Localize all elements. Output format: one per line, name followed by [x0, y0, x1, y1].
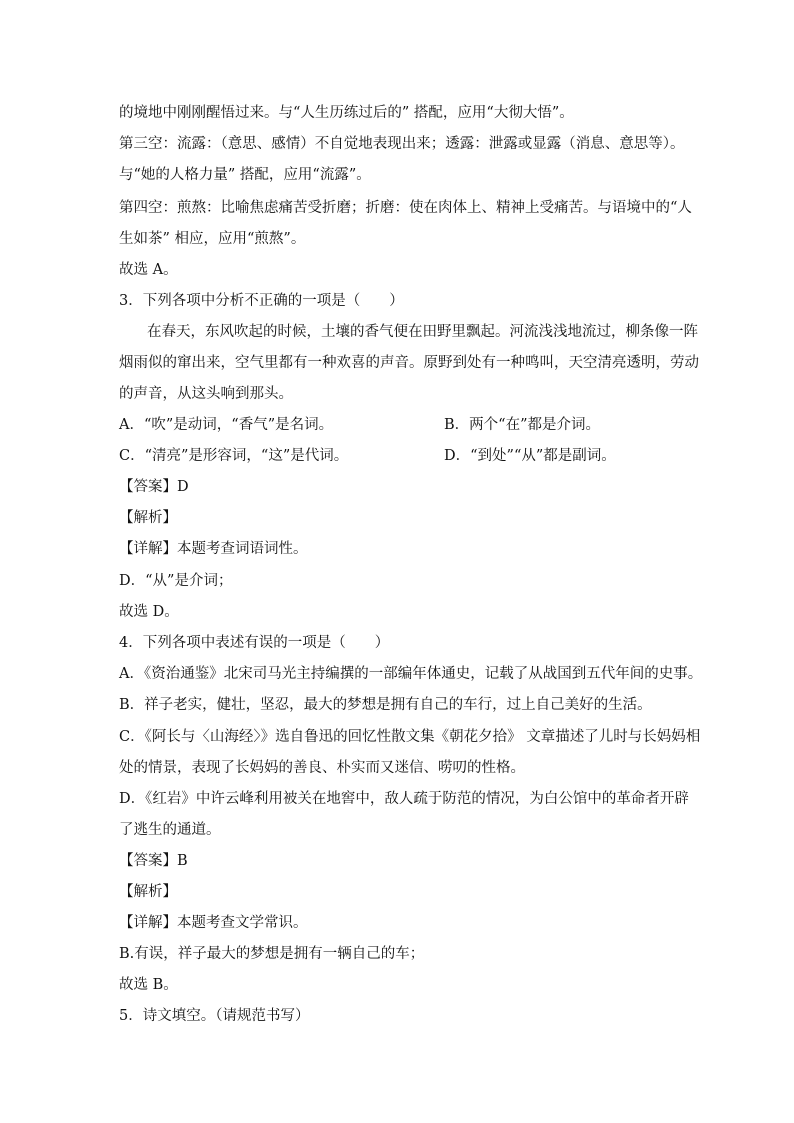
analysis-label: 【解析】 — [119, 884, 177, 900]
detail-line: 【详解】本题考查文学常识。 — [119, 915, 308, 931]
text-line: 第三空：流露：（意思、感情）不自觉地表现出来；透露：泄露或显露（消息、意思等）。 — [119, 136, 685, 152]
option-d: D．《红岩》中许云峰利用被关在地窖中，敌人疏于防范的情况，为白公馆中的革命者开辟 — [119, 791, 689, 807]
text-line: 的境地中刚刚醒悟过来。与“人生历练过后的” 搭配，应用“大彻大悟”。 — [119, 105, 574, 121]
conclusion-line: 故选 D。 — [119, 604, 179, 620]
option-a: A．“吹”是动词，“香气”是名词。 — [119, 417, 334, 433]
note-line: B.有误，祥子最大的梦想是拥有一辆自己的车； — [119, 946, 425, 962]
option-d: D．“到处”“从”都是副词。 — [444, 448, 616, 464]
text-line: 故选 A。 — [119, 262, 178, 278]
analysis-label: 【解析】 — [119, 510, 177, 526]
option-c: C．“清亮”是形容词，“这”是代词。 — [119, 448, 349, 464]
conclusion-line: 故选 B。 — [119, 977, 178, 993]
text-line: 生如茶” 相应，应用“煎熬”。 — [119, 231, 306, 247]
passage-line: 的声音，从这头响到那头。 — [119, 386, 293, 402]
passage-line: 在春天，东风吹起的时候，土壤的香气便在田野里飘起。河流浅浅地流过，柳条像一阵 — [147, 324, 698, 340]
option-d-continued: 了逃生的通道。 — [119, 822, 221, 838]
detail-line: 【详解】本题考查词语词性。 — [119, 541, 308, 557]
option-c: C．《阿长与〈山海经〉》选自鲁迅的回忆性散文集《朝花夕拾》 文章描述了儿时与长妈妈相 — [119, 729, 701, 745]
question-5-title: 5．诗文填空。（请规范书写） — [119, 1008, 310, 1024]
option-c-continued: 处的情景，表现了长妈妈的善良、朴实而又迷信、唠叨的性格。 — [119, 760, 525, 776]
text-line: 与“她的人格力量” 搭配，应用“流露”。 — [119, 167, 371, 183]
text-line: 第四空：煎熬：比喻焦虑痛苦受折磨；折磨：使在肉体上、精神上受痛苦。与语境中的“人 — [119, 200, 692, 216]
option-b: B．两个“在”都是介词。 — [444, 417, 600, 433]
answer-label: 【答案】B — [119, 853, 188, 869]
passage-line: 烟雨似的窜出来，空气里都有一种欢喜的声音。原野到处有一种鸣叫，天空清亮透明，劳动 — [119, 355, 699, 371]
note-line: D．“从”是介词； — [119, 573, 233, 589]
question-4-title: 4．下列各项中表述有误的一项是（ ） — [119, 635, 390, 651]
option-b: B．祥子老实，健壮，坚忍，最大的梦想是拥有自己的车行，过上自己美好的生活。 — [119, 697, 652, 713]
answer-label: 【答案】D — [119, 479, 189, 495]
question-3-title: 3．下列各项中分析不正确的一项是（ ） — [119, 293, 404, 309]
option-a: A．《资治通鉴》北宋司马光主持编撰的一部编年体通史，记载了从战国到五代年间的史事。 — [119, 666, 703, 682]
